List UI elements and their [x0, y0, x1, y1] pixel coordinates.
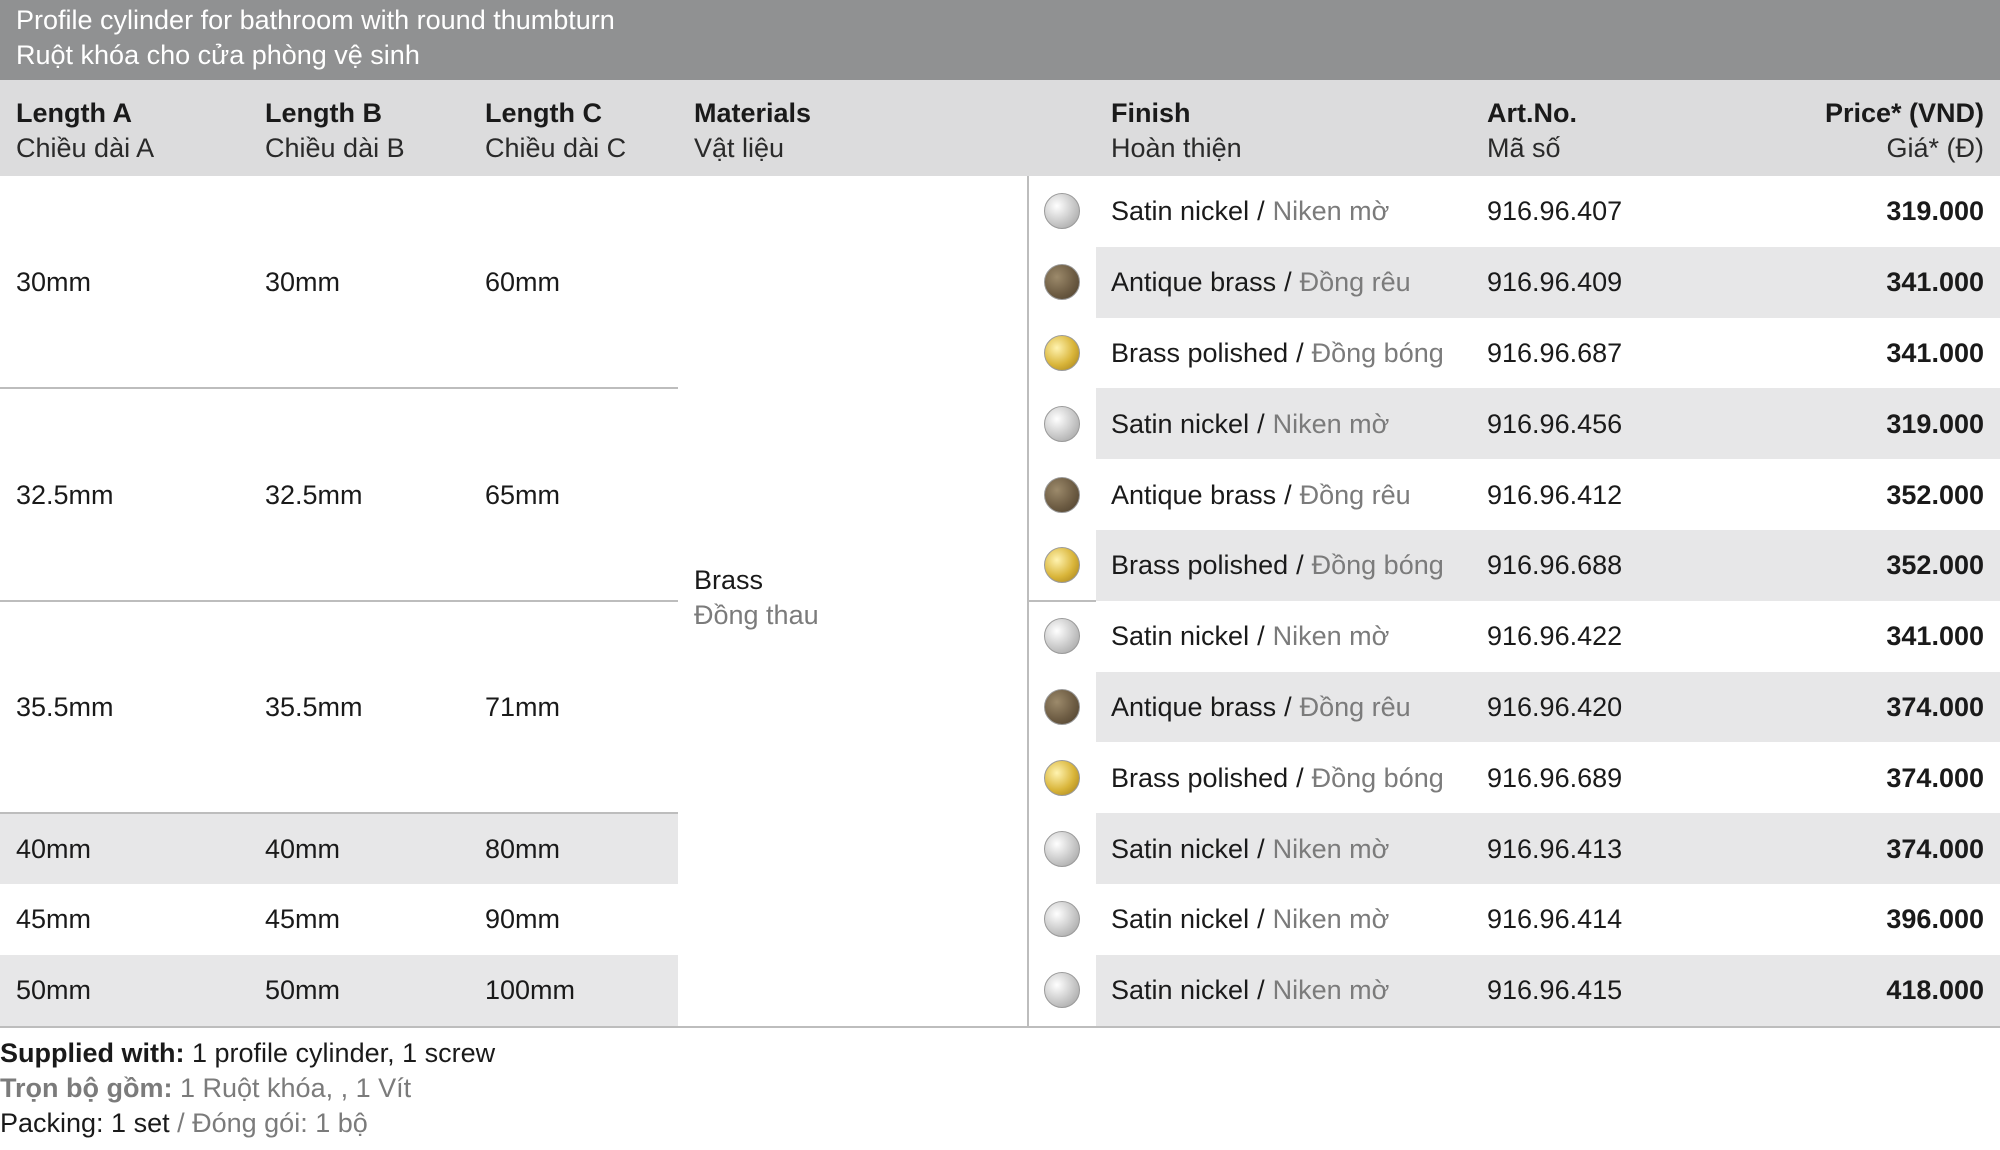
art-no-cell: 916.96.689 [1487, 762, 1623, 793]
material-en: Brass [694, 565, 764, 595]
finish-vi: Niken mờ [1272, 975, 1390, 1006]
finish-cell [1111, 548, 1444, 582]
art-no-cell: 916.96.412 [1487, 479, 1623, 510]
packing-vi: / Đóng gói: 1 bộ [177, 1108, 368, 1138]
price-cell: 319.000 [1886, 408, 1984, 439]
length-c-cell: 71mm [485, 692, 561, 722]
swatch-satin-nickel-icon [1044, 831, 1080, 867]
packing-line [0, 1106, 368, 1140]
swatch-antique-brass-icon [1044, 264, 1080, 300]
length-a-cell: 30mm [16, 267, 92, 298]
price-cell: 341.000 [1886, 267, 1984, 298]
art-no-cell: 916.96.415 [1487, 975, 1623, 1006]
finish-en: Satin nickel [1111, 196, 1250, 227]
swatch-satin-nickel-icon [1044, 406, 1080, 442]
price-cell: 374.000 [1886, 762, 1984, 793]
finish-vi: Niken mờ [1272, 408, 1390, 439]
finish-cell [1111, 407, 1389, 441]
header-art-no: Art.No. Mã số [1487, 98, 1577, 163]
finish-separator: / [1257, 904, 1265, 935]
art-no-cell: 916.96.422 [1487, 621, 1623, 652]
title-bar [0, 0, 2000, 80]
finish-cell [1111, 478, 1411, 512]
tron-bo-text: 1 Ruột khóa, , 1 Vít [179, 1073, 412, 1103]
supplied-with-label: Supplied with: [0, 1038, 185, 1068]
finish-vi: Đồng rêu [1299, 692, 1411, 722]
finish-separator: / [1257, 196, 1265, 227]
header-length-c: Length C Chiều dài C [485, 98, 627, 163]
length-a-cell: 50mm [16, 975, 92, 1006]
finish-cell [1111, 265, 1411, 299]
swatch-satin-nickel-icon [1044, 972, 1080, 1008]
length-b-cell: 30mm [265, 267, 341, 298]
finish-separator: / [1284, 267, 1292, 298]
swatch-antique-brass-icon [1044, 689, 1080, 725]
art-no-cell: 916.96.413 [1487, 833, 1623, 864]
length-b-cell: 45mm [265, 904, 341, 935]
finish-en: Brass polished [1111, 762, 1289, 793]
supplied-with-text: 1 profile cylinder, 1 screw [192, 1038, 496, 1068]
art-no-cell: 916.96.414 [1487, 904, 1623, 935]
finish-en: Satin nickel [1111, 904, 1250, 935]
group-divider [0, 812, 678, 814]
finish-separator: / [1257, 621, 1265, 652]
price-cell: 374.000 [1886, 833, 1984, 864]
swatch-satin-nickel-icon [1044, 618, 1080, 654]
finish-cell [1111, 690, 1411, 724]
length-c-cell: 80mm [485, 833, 561, 864]
finish-vi: Đồng bóng [1311, 550, 1444, 581]
length-c-cell: 90mm [485, 904, 561, 935]
product-title: Profile cylinder for bathroom with round thumbturn [16, 5, 615, 35]
finish-vi: Niken mờ [1272, 621, 1390, 652]
length-a-cell: 32.5mm [16, 479, 114, 510]
finish-cell [1111, 761, 1444, 795]
finish-cell [1111, 619, 1389, 653]
length-a-cell: 40mm [16, 833, 92, 864]
table-header [0, 80, 2000, 176]
finish-vi: Đồng bóng [1311, 762, 1444, 793]
art-no-cell: 916.96.456 [1487, 408, 1623, 439]
swatch-antique-brass-icon [1044, 477, 1080, 513]
price-cell: 352.000 [1886, 479, 1984, 510]
finish-separator: / [1257, 833, 1265, 864]
length-c-cell: 100mm [485, 975, 576, 1006]
table-bottom-line [0, 1026, 2000, 1028]
finish-vi: Niken mờ [1272, 904, 1390, 935]
finish-vi: Đồng rêu [1299, 267, 1411, 298]
finish-vi: Niken mờ [1272, 196, 1390, 227]
finish-cell [1111, 194, 1389, 228]
tron-bo-label: Trọn bộ gồm: [0, 1073, 173, 1103]
finish-en: Antique brass [1111, 267, 1277, 298]
header-price: Price* (VND) Giá* (Đ) [1824, 98, 1984, 163]
material-vi: Đồng thau [694, 600, 819, 630]
price-cell: 319.000 [1886, 196, 1984, 227]
price-cell: 352.000 [1886, 550, 1984, 581]
header-length-a: Length A Chiều dài A [16, 98, 155, 163]
length-b-cell: 35.5mm [265, 692, 363, 722]
finish-group-divider [1027, 600, 1096, 602]
swatch-satin-nickel-icon [1044, 193, 1080, 229]
length-b-cell: 40mm [265, 833, 341, 864]
finish-vi: Niken mờ [1272, 833, 1390, 864]
swatch-satin-nickel-icon [1044, 901, 1080, 937]
length-c-cell: 65mm [485, 479, 561, 510]
art-no-cell: 916.96.688 [1487, 550, 1623, 581]
finish-cell [1111, 973, 1389, 1007]
finish-en: Brass polished [1111, 550, 1289, 581]
tron-bo-line [0, 1071, 411, 1105]
finish-vi: Đồng rêu [1299, 479, 1411, 510]
length-b-cell: 32.5mm [265, 479, 363, 510]
finish-cell [1111, 902, 1389, 936]
finish-en: Satin nickel [1111, 833, 1250, 864]
price-cell: 341.000 [1886, 338, 1984, 368]
group-divider [0, 600, 678, 602]
art-no-cell: 916.96.409 [1487, 267, 1623, 298]
packing-en: Packing: 1 set [0, 1108, 170, 1138]
finish-en: Antique brass [1111, 692, 1277, 722]
header-length-b: Length B Chiều dài B [265, 98, 405, 163]
finish-separator: / [1296, 338, 1304, 368]
finish-separator: / [1296, 762, 1304, 793]
header-finish: Finish Hoàn thiện [1111, 98, 1242, 163]
finish-separator: / [1284, 692, 1292, 722]
finish-cell [1111, 336, 1444, 370]
swatch-brass-polished-icon [1044, 547, 1080, 583]
header-materials: Materials Vật liệu [694, 98, 812, 163]
price-cell: 341.000 [1886, 621, 1984, 652]
supplied-with-line [0, 1036, 495, 1070]
finish-separator: / [1296, 550, 1304, 581]
length-b-cell: 50mm [265, 975, 341, 1006]
finish-en: Brass polished [1111, 338, 1289, 368]
swatch-brass-polished-icon [1044, 335, 1080, 371]
swatch-brass-polished-icon [1044, 760, 1080, 796]
product-title-vi: Ruột khóa cho cửa phòng vệ sinh [16, 40, 420, 70]
finish-en: Satin nickel [1111, 408, 1250, 439]
price-cell: 374.000 [1886, 692, 1984, 722]
art-no-cell: 916.96.420 [1487, 692, 1623, 722]
length-a-cell: 45mm [16, 904, 92, 935]
finish-en: Satin nickel [1111, 975, 1250, 1006]
length-c-cell: 60mm [485, 267, 561, 298]
art-no-cell: 916.96.687 [1487, 338, 1623, 368]
finish-en: Antique brass [1111, 479, 1277, 510]
length-a-cell: 35.5mm [16, 692, 114, 722]
group-divider [0, 387, 678, 389]
art-no-cell: 916.96.407 [1487, 196, 1623, 227]
price-cell: 396.000 [1886, 904, 1984, 935]
finish-separator: / [1257, 975, 1265, 1006]
finish-cell [1111, 832, 1389, 866]
finish-en: Satin nickel [1111, 621, 1250, 652]
finish-separator: / [1257, 408, 1265, 439]
finish-separator: / [1284, 479, 1292, 510]
finish-vi: Đồng bóng [1311, 338, 1444, 368]
price-cell: 418.000 [1886, 975, 1984, 1006]
